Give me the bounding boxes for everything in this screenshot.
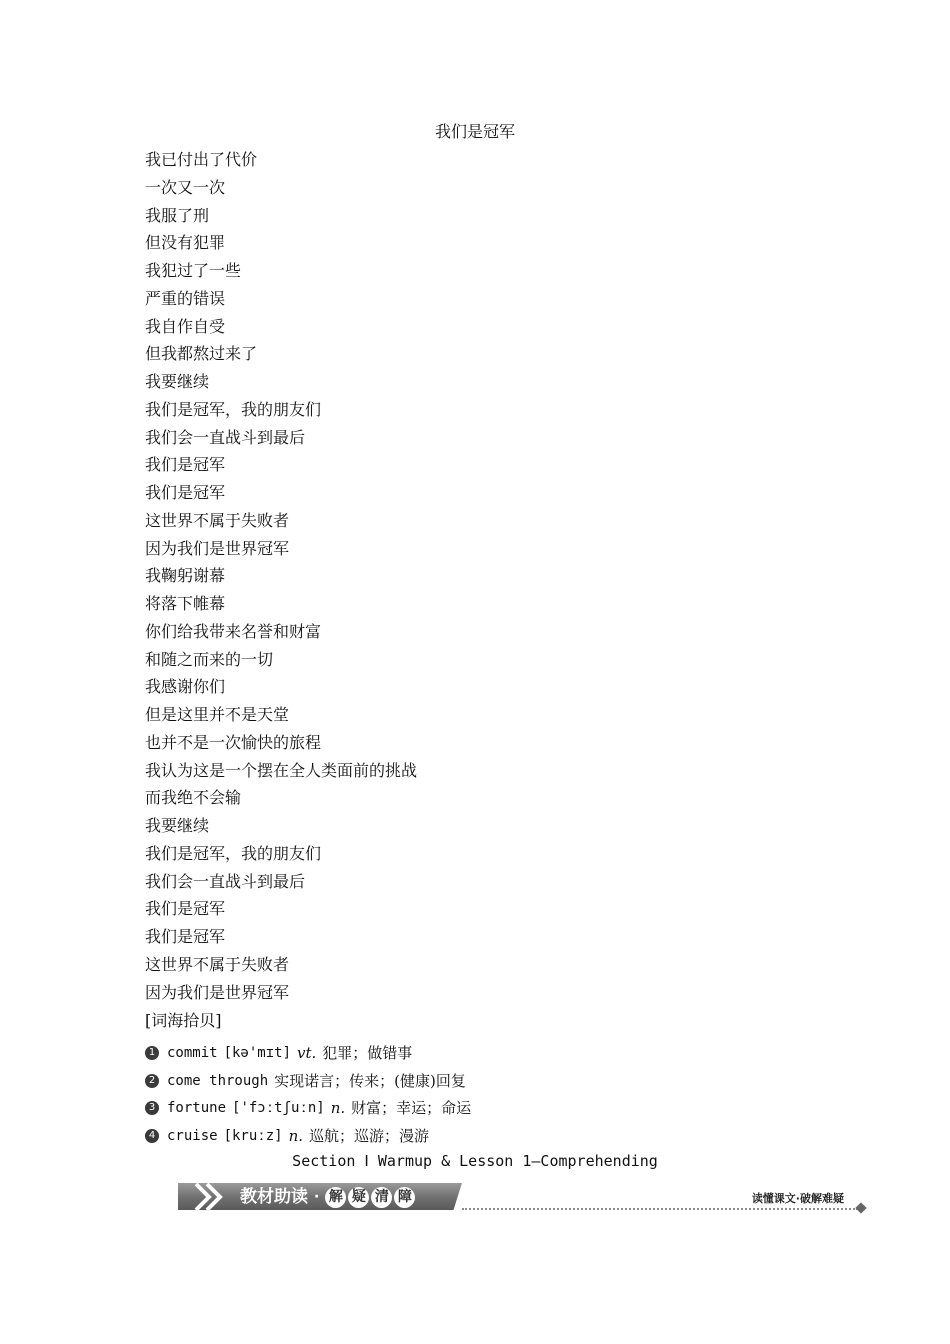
banner-badge: 解	[325, 1187, 346, 1208]
lyric-line: 这世界不属于失败者	[145, 954, 290, 974]
lyric-line: 因为我们是世界冠军	[145, 538, 290, 558]
lyric-line: 一次又一次	[145, 177, 226, 197]
banner-tagline: 读懂课文·破解难疑	[751, 1192, 844, 1205]
lyric-line: 也并不是一次愉快的旅程	[145, 732, 322, 752]
vocab-word: cruise	[167, 1128, 218, 1145]
item-number-badge: 2	[145, 1074, 159, 1088]
lyrics-list	[145, 150, 825, 1010]
lyric-line: 我犯过了一些	[145, 261, 242, 280]
lyric-line: 我们是冠军，我的朋友们	[145, 843, 322, 863]
item-number-badge: 3	[145, 1101, 159, 1115]
vocab-meaning: 财富；幸运；命运	[351, 1099, 472, 1118]
vocab-item	[145, 1095, 825, 1123]
lyric-line: 我认为这是一个摆在全人类面前的挑战	[145, 760, 418, 780]
vocab-word: fortune	[167, 1100, 227, 1117]
vocab-word: commit	[167, 1044, 218, 1061]
vocab-phonetic: ['fɔːtʃuːn]	[232, 1100, 325, 1117]
vocab-item	[145, 1067, 825, 1095]
lyric-line: 我们是冠军，我的朋友们	[145, 399, 322, 419]
lyric-line: 我服了刑	[145, 205, 210, 225]
lyric-line: 我们是冠军	[145, 483, 226, 502]
vocab-word: come through	[167, 1072, 269, 1089]
banner-badge: 疑	[348, 1187, 369, 1208]
lyric-line: 我自作自受	[145, 316, 226, 336]
lyric-line: 严重的错误	[145, 288, 226, 308]
vocab-item	[145, 1122, 825, 1150]
lyric-line: 我已付出了代价	[145, 150, 258, 169]
banner-title-group	[240, 1185, 417, 1209]
lyric-line: 我们是冠军	[145, 455, 226, 475]
banner-dotted-rule	[462, 1208, 858, 1210]
item-number-badge: 1	[145, 1046, 159, 1060]
banner-badge: 清	[371, 1187, 392, 1208]
vocab-meaning: 犯罪；做错事	[322, 1043, 413, 1062]
vocab-pos: vt.	[297, 1043, 317, 1062]
vocab-pos: n.	[288, 1127, 304, 1146]
lyric-line: 这世界不属于失败者	[145, 510, 290, 530]
lyric-line: 因为我们是世界冠军	[145, 982, 290, 1002]
vocab-meaning: 巡航；巡游；漫游	[309, 1127, 430, 1146]
lyric-line: 我们会一直战斗到最后	[145, 871, 306, 891]
lyric-line: 但是这里并不是天堂	[145, 705, 290, 724]
lyric-line: 我感谢你们	[145, 677, 226, 697]
section-heading: Section Ⅰ Warmup & Lesson 1—Comprehending	[292, 1152, 658, 1170]
vocab-meaning: 实现诺言；传来；(健康)回复	[274, 1071, 466, 1090]
diamond-icon	[855, 1202, 866, 1213]
poem-title: 我们是冠军	[434, 122, 515, 141]
banner-badge: 障	[394, 1187, 415, 1208]
lyric-line: 而我绝不会输	[145, 788, 242, 808]
vocab-phonetic: [kə'mɪt]	[223, 1044, 292, 1061]
lyric-line: 我要继续	[145, 816, 210, 835]
vocab-item	[145, 1039, 825, 1067]
lyric-line: 我要继续	[145, 372, 210, 391]
item-number-badge: 4	[145, 1129, 159, 1143]
vocab-pos: n.	[330, 1099, 346, 1118]
lyric-line: 你们给我带来名誉和财富	[145, 621, 322, 641]
lyric-line: 和随之而来的一切	[145, 649, 274, 669]
lyric-line: 但我都熬过来了	[145, 344, 258, 364]
section-banner	[178, 1183, 868, 1213]
vocab-phonetic: [kruːz]	[223, 1128, 283, 1145]
lyric-line: 我们是冠军	[145, 899, 226, 919]
lyric-line: 将落下帷幕	[145, 594, 226, 613]
lyric-line: 我鞠躬谢幕	[145, 566, 226, 586]
vocab-heading: [词海拾贝]	[145, 1011, 222, 1030]
lyric-line: 我们是冠军	[145, 927, 226, 946]
banner-separator: ·	[314, 1189, 320, 1205]
lyric-line: 我们会一直战斗到最后	[145, 427, 306, 447]
lyric-line: 但没有犯罪	[145, 233, 226, 253]
vocab-list	[145, 1039, 825, 1150]
banner-title: 教材助读	[240, 1187, 308, 1207]
